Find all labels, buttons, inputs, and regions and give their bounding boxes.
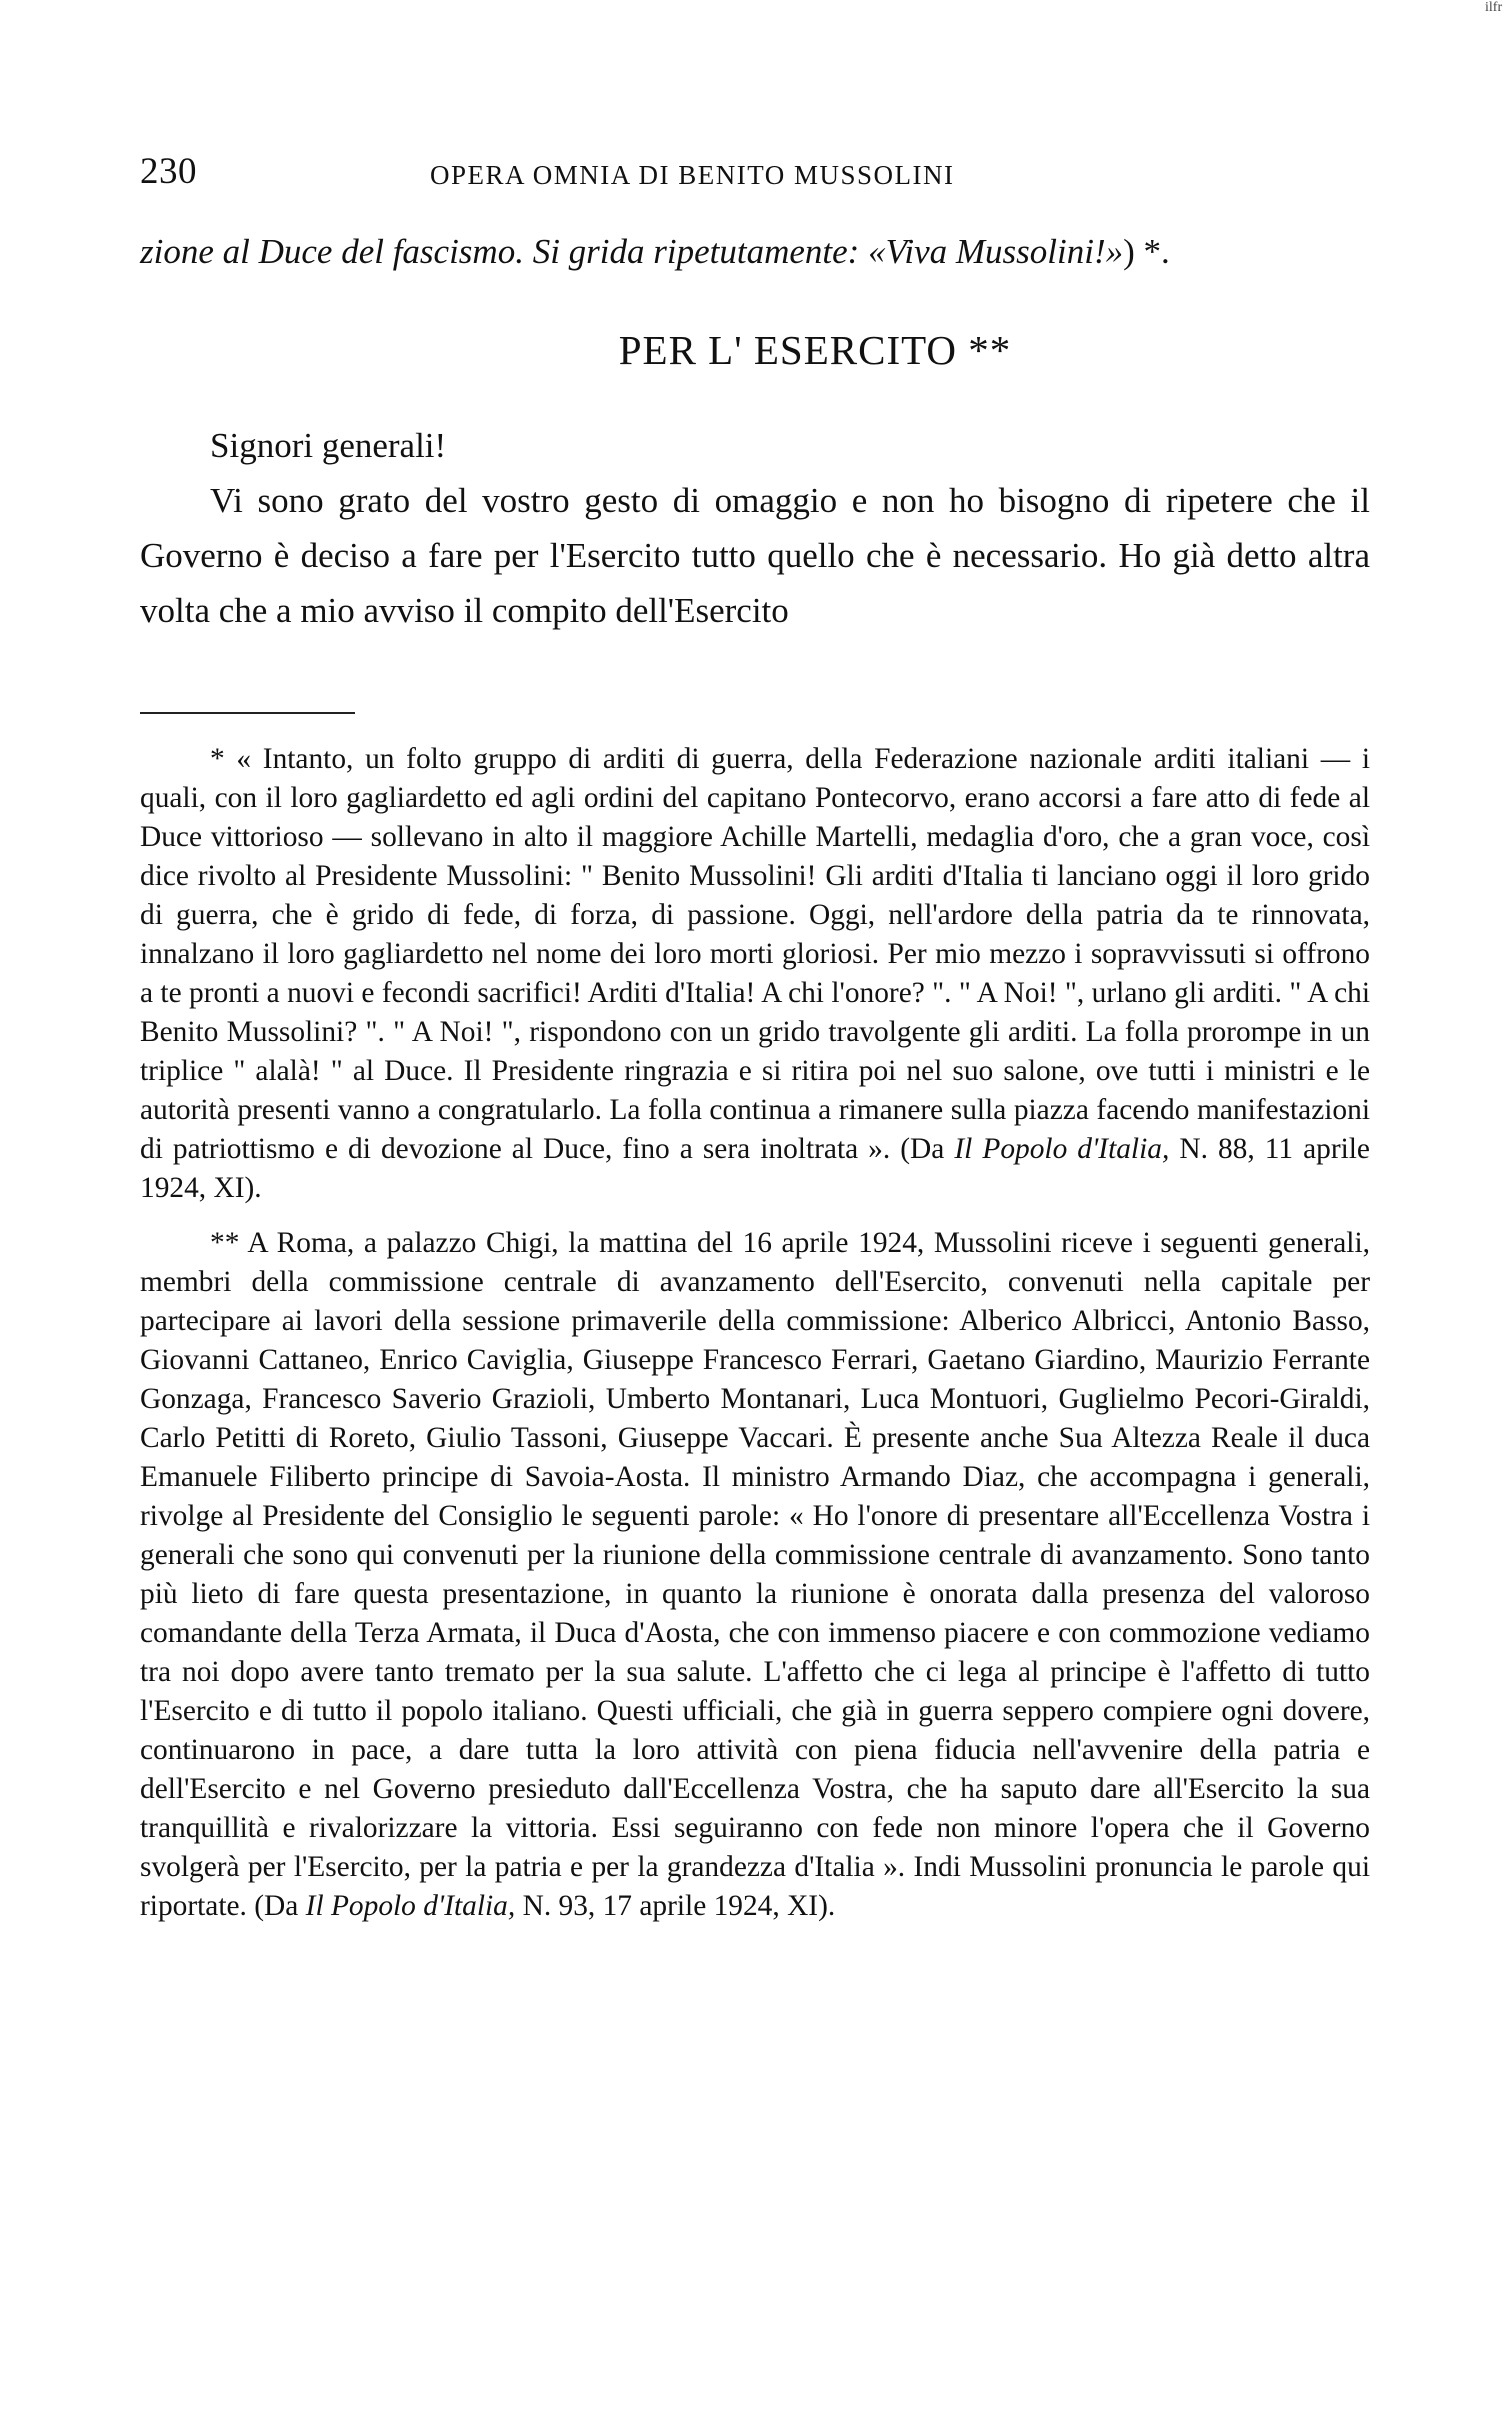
corner-scan-mark: ilfr — [1485, 0, 1503, 15]
salutation: Signori generali! — [210, 426, 447, 465]
footnote-2 — [140, 1224, 1370, 1926]
section-title: PER L' ESERCITO ** — [618, 327, 1012, 373]
continuation-tail: ) *. — [1123, 232, 1170, 271]
footnote-separator — [140, 712, 355, 714]
footnote-1-text: * « Intanto, un folto gruppo di arditi di guerra, della Federazione nazionale arditi italiani — i quali, con il loro gagliardetto ed agli ordini del capitano Pontecorvo, erano accorsi a fare atto di fede al Duce vittorioso — sollevano in alto il maggiore Achille Martelli, medaglia d'oro, che a gran voce, così dice rivolto al Presidente Mussolini: " Benito Mussolini! Gli arditi d'Italia ti lanciano oggi il loro grido di guerra, che è grido di fede, di forza, di passione. Oggi, nell'ardore della patria da te rinnovata, innalzano il loro gagliardetto nel nome dei loro morti gloriosi. Per mio mezzo i sopravvissuti si offrono a te pronti a nuovi e fecondi sacrifici! Arditi d'Italia! A chi l'onore? ". " A Noi! ", urlano gli arditi. " A chi Benito Mussolini? ". " A Noi! ", rispondono con un grido travolgente gli arditi. La folla prorompe in un triplice " alalà! " al Duce. Il Presidente ringrazia e si ritira poi nel suo salone, ove tutti i ministri e le autorità presenti vanno a congratularlo. La folla continua a rimanere sulla piazza facendo manifestazioni di patriottismo e di devozione al Duce, fino a sera inoltrata ». (Da — [140, 743, 1370, 1165]
speech-paragraph: Vi sono grato del vostro gesto di omaggio e non ho bisogno di ripetere che il Governo è deciso a fare per l'Esercito tutto quello che è necessario. Ho già detto altra volta che a mio avviso il compito dell'Esercito — [140, 481, 1370, 630]
page-number: 230 — [140, 151, 197, 192]
footnote-2-text: ** A Roma, a palazzo Chigi, la mattina del 16 aprile 1924, Mussolini riceve i seguenti generali, membri della commissione centrale di avanzamento dell'Esercito, convenuti nella capitale per partecipare ai lavori della sessione primaverile della commissione: Alberico Albricci, Antonio Basso, Giovanni Cattaneo, Enrico Caviglia, Giuseppe Francesco Ferrari, Gaetano Giardino, Maurizio Ferrante Gonzaga, Francesco Saverio Grazioli, Umberto Montanari, Luca Montuori, Guglielmo Pecori-Giraldi, Carlo Petitti di Roreto, Giulio Tassoni, Giuseppe Vaccari. È presente anche Sua Altezza Reale il duca Emanuele Filiberto principe di Savoia-Aosta. Il ministro Armando Diaz, che accompagna i generali, rivolge al Presidente del Consiglio le seguenti parole: « Ho l'onore di presentare all'Eccellenza Vostra i generali che sono qui convenuti per la riunione della commissione centrale di avanzamento. Sono tanto più lieto di fare questa presentazione, in quanto la riunione è onorata dalla presenza del valoroso comandante della Terza Armata, il Duca d'Aosta, che con immenso piacere e con commozione vediamo tra noi dopo avere tanto tremato per la sua salute. L'affetto che ci lega al principe è l'affetto di tutto l'Esercito e di tutto il popolo italiano. Questi ufficiali, che già in guerra seppero compiere ogni dovere, continuarono in pace, a dare tutta la loro attività con piena fiducia nell'avvenire della patria e dell'Esercito e nel Governo presieduto dall'Eccellenza Vostra, che ha saputo dare all'Esercito la sua tranquillità e rivalorizzare la vittoria. Essi seguiranno con fede non minore l'opera che il Governo svolgerà per l'Esercito, per la patria e per la grandezza d'Italia ». Indi Mussolini pronuncia le parole qui riportate. (Da — [140, 1227, 1370, 1922]
running-head: OPERA OMNIA DI BENITO MUSSOLINI — [430, 160, 955, 190]
main-text — [140, 224, 1370, 638]
footnotes — [140, 740, 1370, 1926]
footnote-2-source: Il Popolo d'Italia, — [305, 1890, 516, 1922]
footnote-2-tail: N. 93, 17 aprile 1924, XI). — [522, 1890, 836, 1922]
footnote-1 — [140, 740, 1370, 1208]
continuation-italic: zione al Duce del fascismo. Si grida ripetutamente: «Viva Mussolini!» — [140, 232, 1124, 271]
continuation-line — [140, 224, 1370, 279]
page-header — [140, 150, 1370, 210]
footnote-1-tail: N. 88, 11 aprile 1924, XI). — [140, 1133, 1370, 1204]
footnote-1-source: Il Popolo d'Italia, — [954, 1133, 1170, 1165]
